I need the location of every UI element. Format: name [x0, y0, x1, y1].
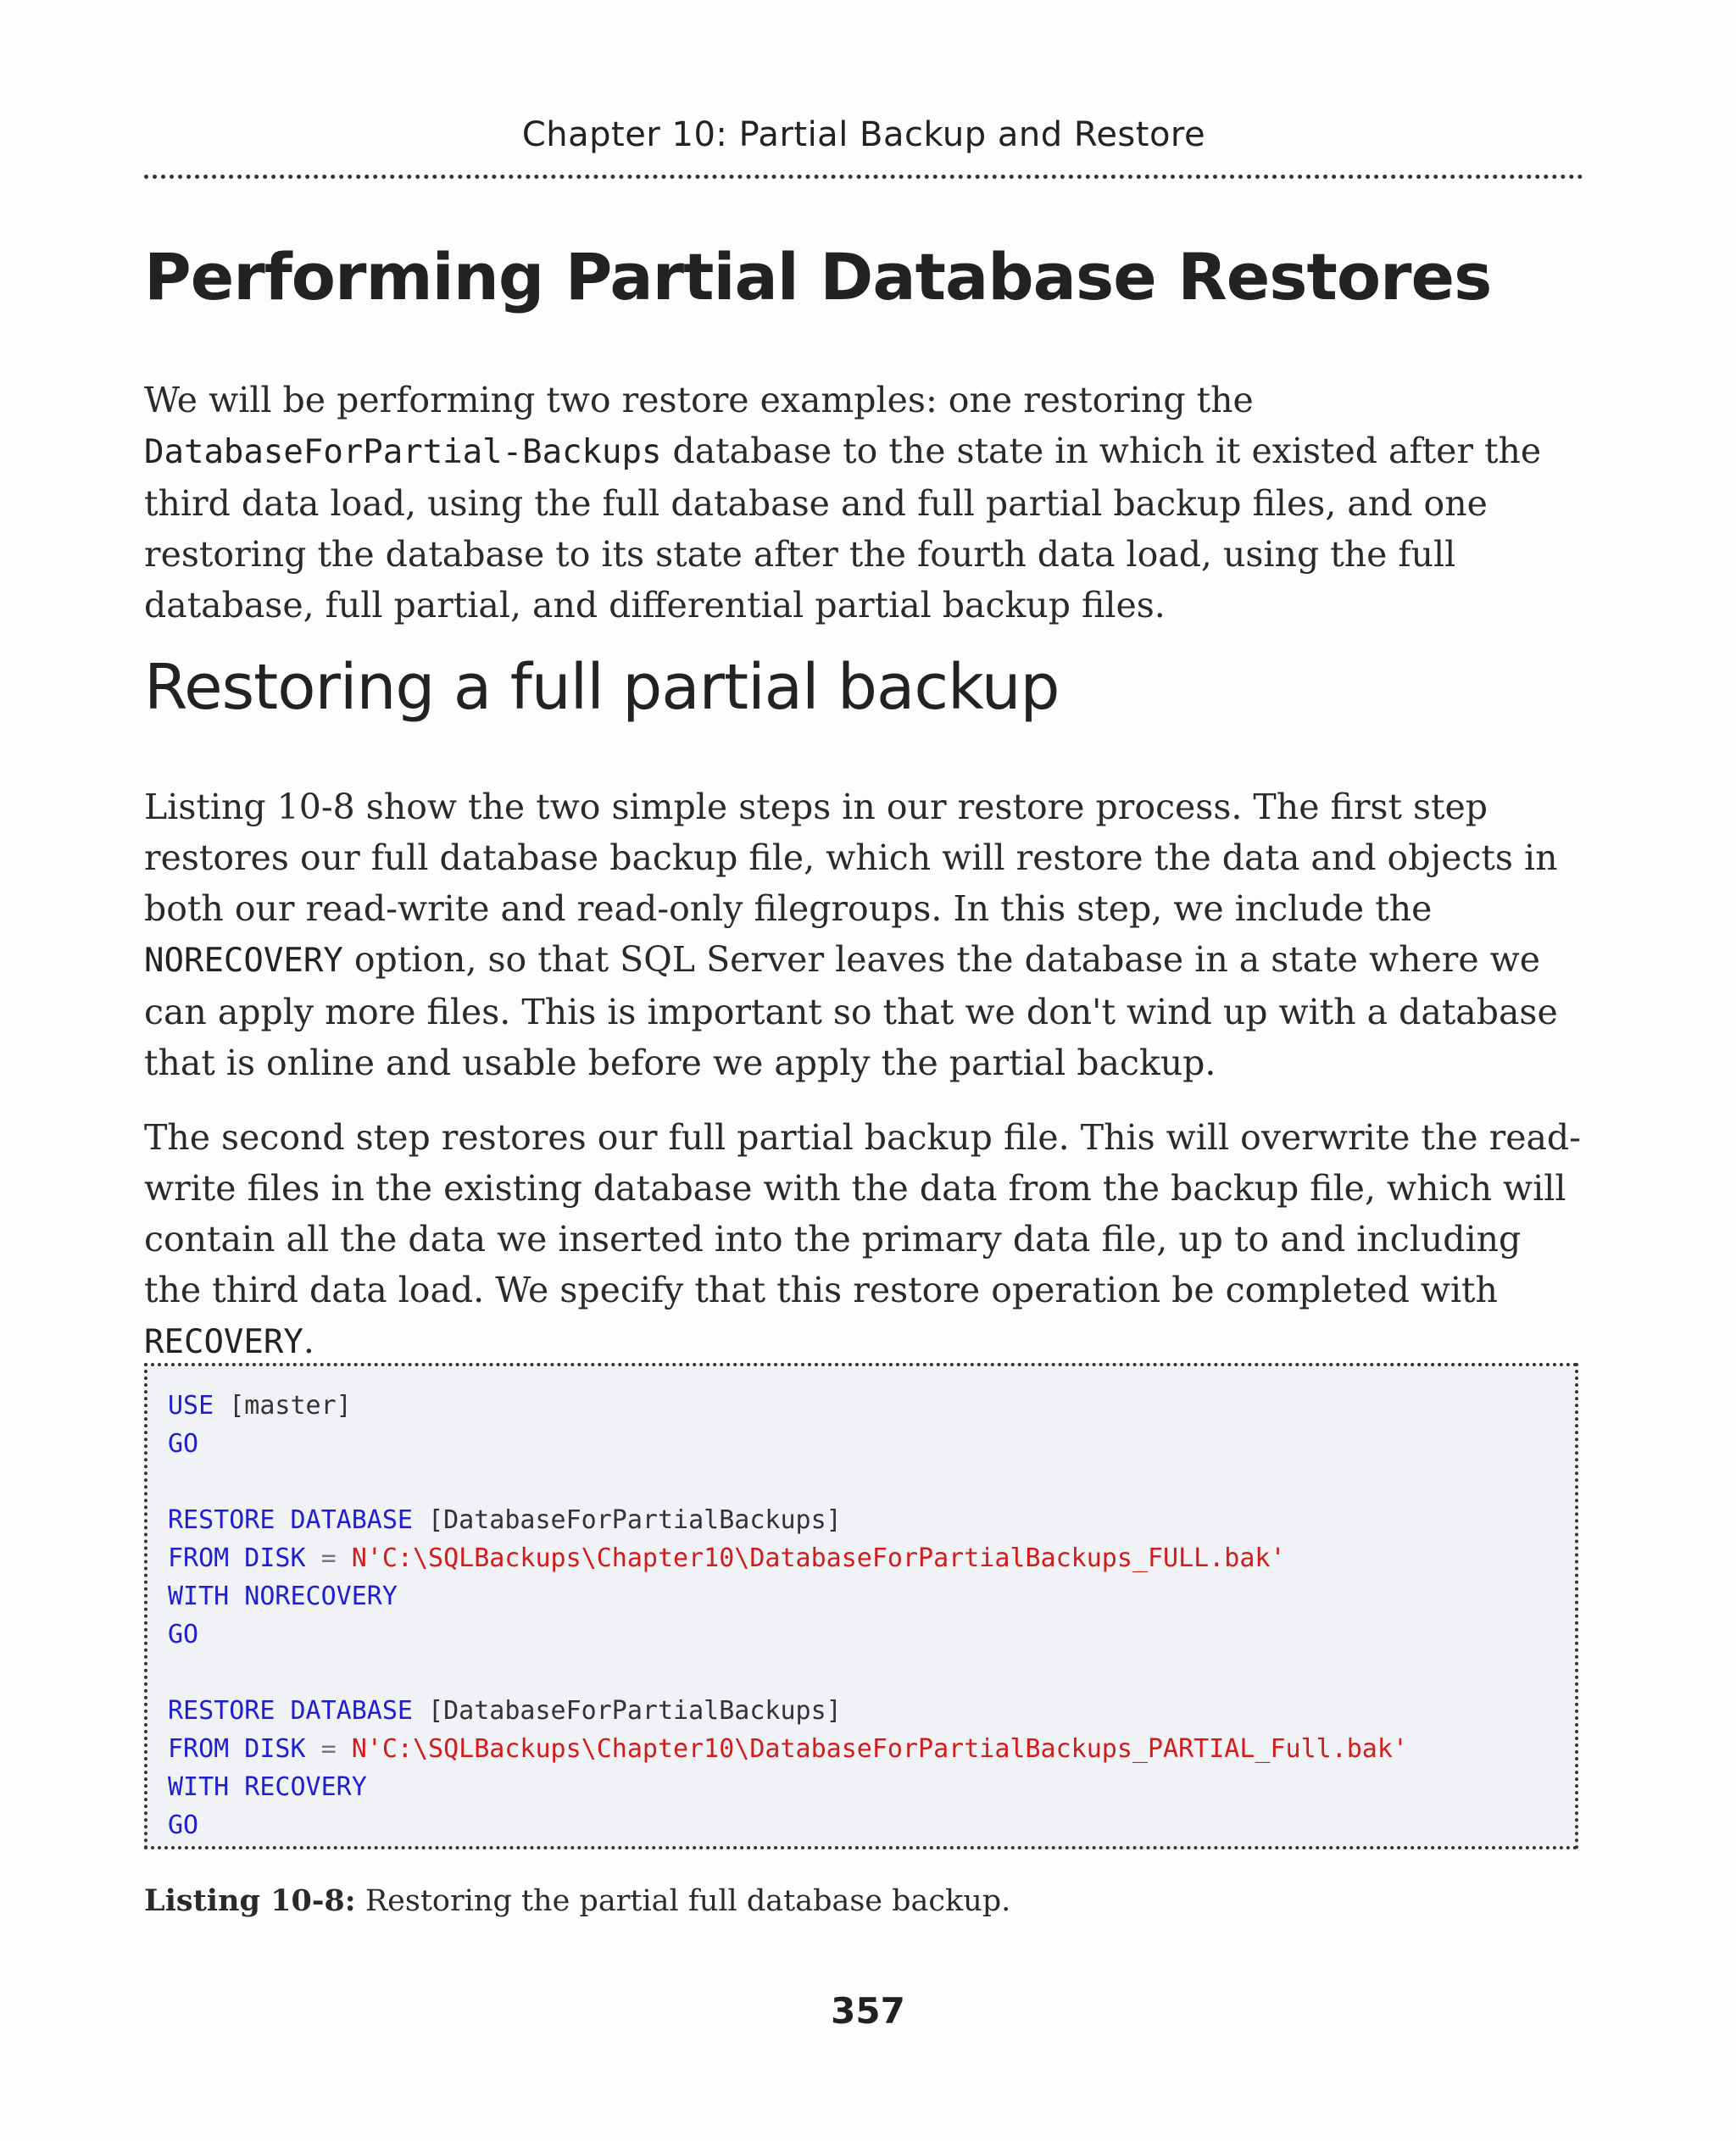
- para1-text-end: option, so that SQL Server leaves the database in a state where we can apply more files. This is important so that we don't wind up with a database that is online and usable before we apply the partial backup.: [144, 939, 1558, 1083]
- para1-code-norecovery: NORECOVERY: [144, 942, 343, 980]
- code-keyword: FROM DISK: [168, 1543, 306, 1573]
- intro-text-start: We will be performing two restore examples: one restoring the: [144, 380, 1254, 420]
- code-text: [DatabaseForPartialBackups]: [412, 1696, 842, 1726]
- running-header: Chapter 10: Partial Backup and Restore: [521, 115, 1206, 154]
- para2-code-recovery: RECOVERY: [144, 1323, 303, 1361]
- page-number: 357: [831, 1990, 905, 2032]
- para2-text-start: The second step restores our full partial backup file. This will overwrite the read-write files in the existing database with the data from the backup file, which will contain all the data we inserted into the primary data file, up to and including the third data load. We specify that this restore operation be completed with: [144, 1117, 1582, 1310]
- code-keyword: GO: [168, 1620, 199, 1649]
- code-keyword: WITH RECOVERY: [168, 1772, 367, 1802]
- code-block: [168, 1387, 1408, 1844]
- code-keyword: GO: [168, 1429, 199, 1459]
- code-keyword: WITH NORECOVERY: [168, 1582, 398, 1611]
- para2-text-end: .: [303, 1321, 314, 1361]
- caption-label: Listing 10-8:: [144, 1883, 356, 1918]
- intro-code-database-name: DatabaseForPartial-Backups: [144, 433, 662, 471]
- code-keyword: GO: [168, 1810, 199, 1840]
- code-operator: =: [305, 1734, 352, 1764]
- body-paragraph-2: [144, 1112, 1585, 1368]
- code-string: N'C:\SQLBackups\Chapter10\DatabaseForPartialBackups_FULL.bak': [351, 1543, 1286, 1573]
- code-keyword: FROM DISK: [168, 1734, 306, 1764]
- code-listing: [144, 1363, 1578, 1849]
- code-keyword: RESTORE DATABASE: [168, 1505, 413, 1535]
- header-divider: [144, 175, 1583, 179]
- body-paragraph-1: [144, 781, 1585, 1088]
- intro-text-end: database to the state in which it existed after the third data load, using the full database and full partial backup files, and one restoring the database to its state after the fourth data load, using the full database, full partial, and differential partial backup files.: [144, 431, 1542, 626]
- code-operator: =: [305, 1543, 352, 1573]
- code-string: N'C:\SQLBackups\Chapter10\DatabaseForPartialBackups_PARTIAL_Full.bak': [351, 1734, 1408, 1764]
- listing-caption: [144, 1883, 1010, 1918]
- section-heading: Restoring a full partial backup: [144, 651, 1060, 724]
- caption-text: Restoring the partial full database backup.: [355, 1884, 1011, 1918]
- para1-text-start: Listing 10-8 show the two simple steps in our restore process. The first step restores our full database backup file, which will restore the data and objects in both our read-write and read-only filegroups. In this step, we include the: [144, 787, 1558, 929]
- code-keyword: USE: [168, 1391, 214, 1421]
- code-text: [DatabaseForPartialBackups]: [412, 1505, 842, 1535]
- code-keyword: RESTORE DATABASE: [168, 1696, 413, 1726]
- page-title: Performing Partial Database Restores: [144, 239, 1492, 314]
- code-text: [master]: [214, 1391, 352, 1421]
- intro-paragraph: [144, 375, 1585, 631]
